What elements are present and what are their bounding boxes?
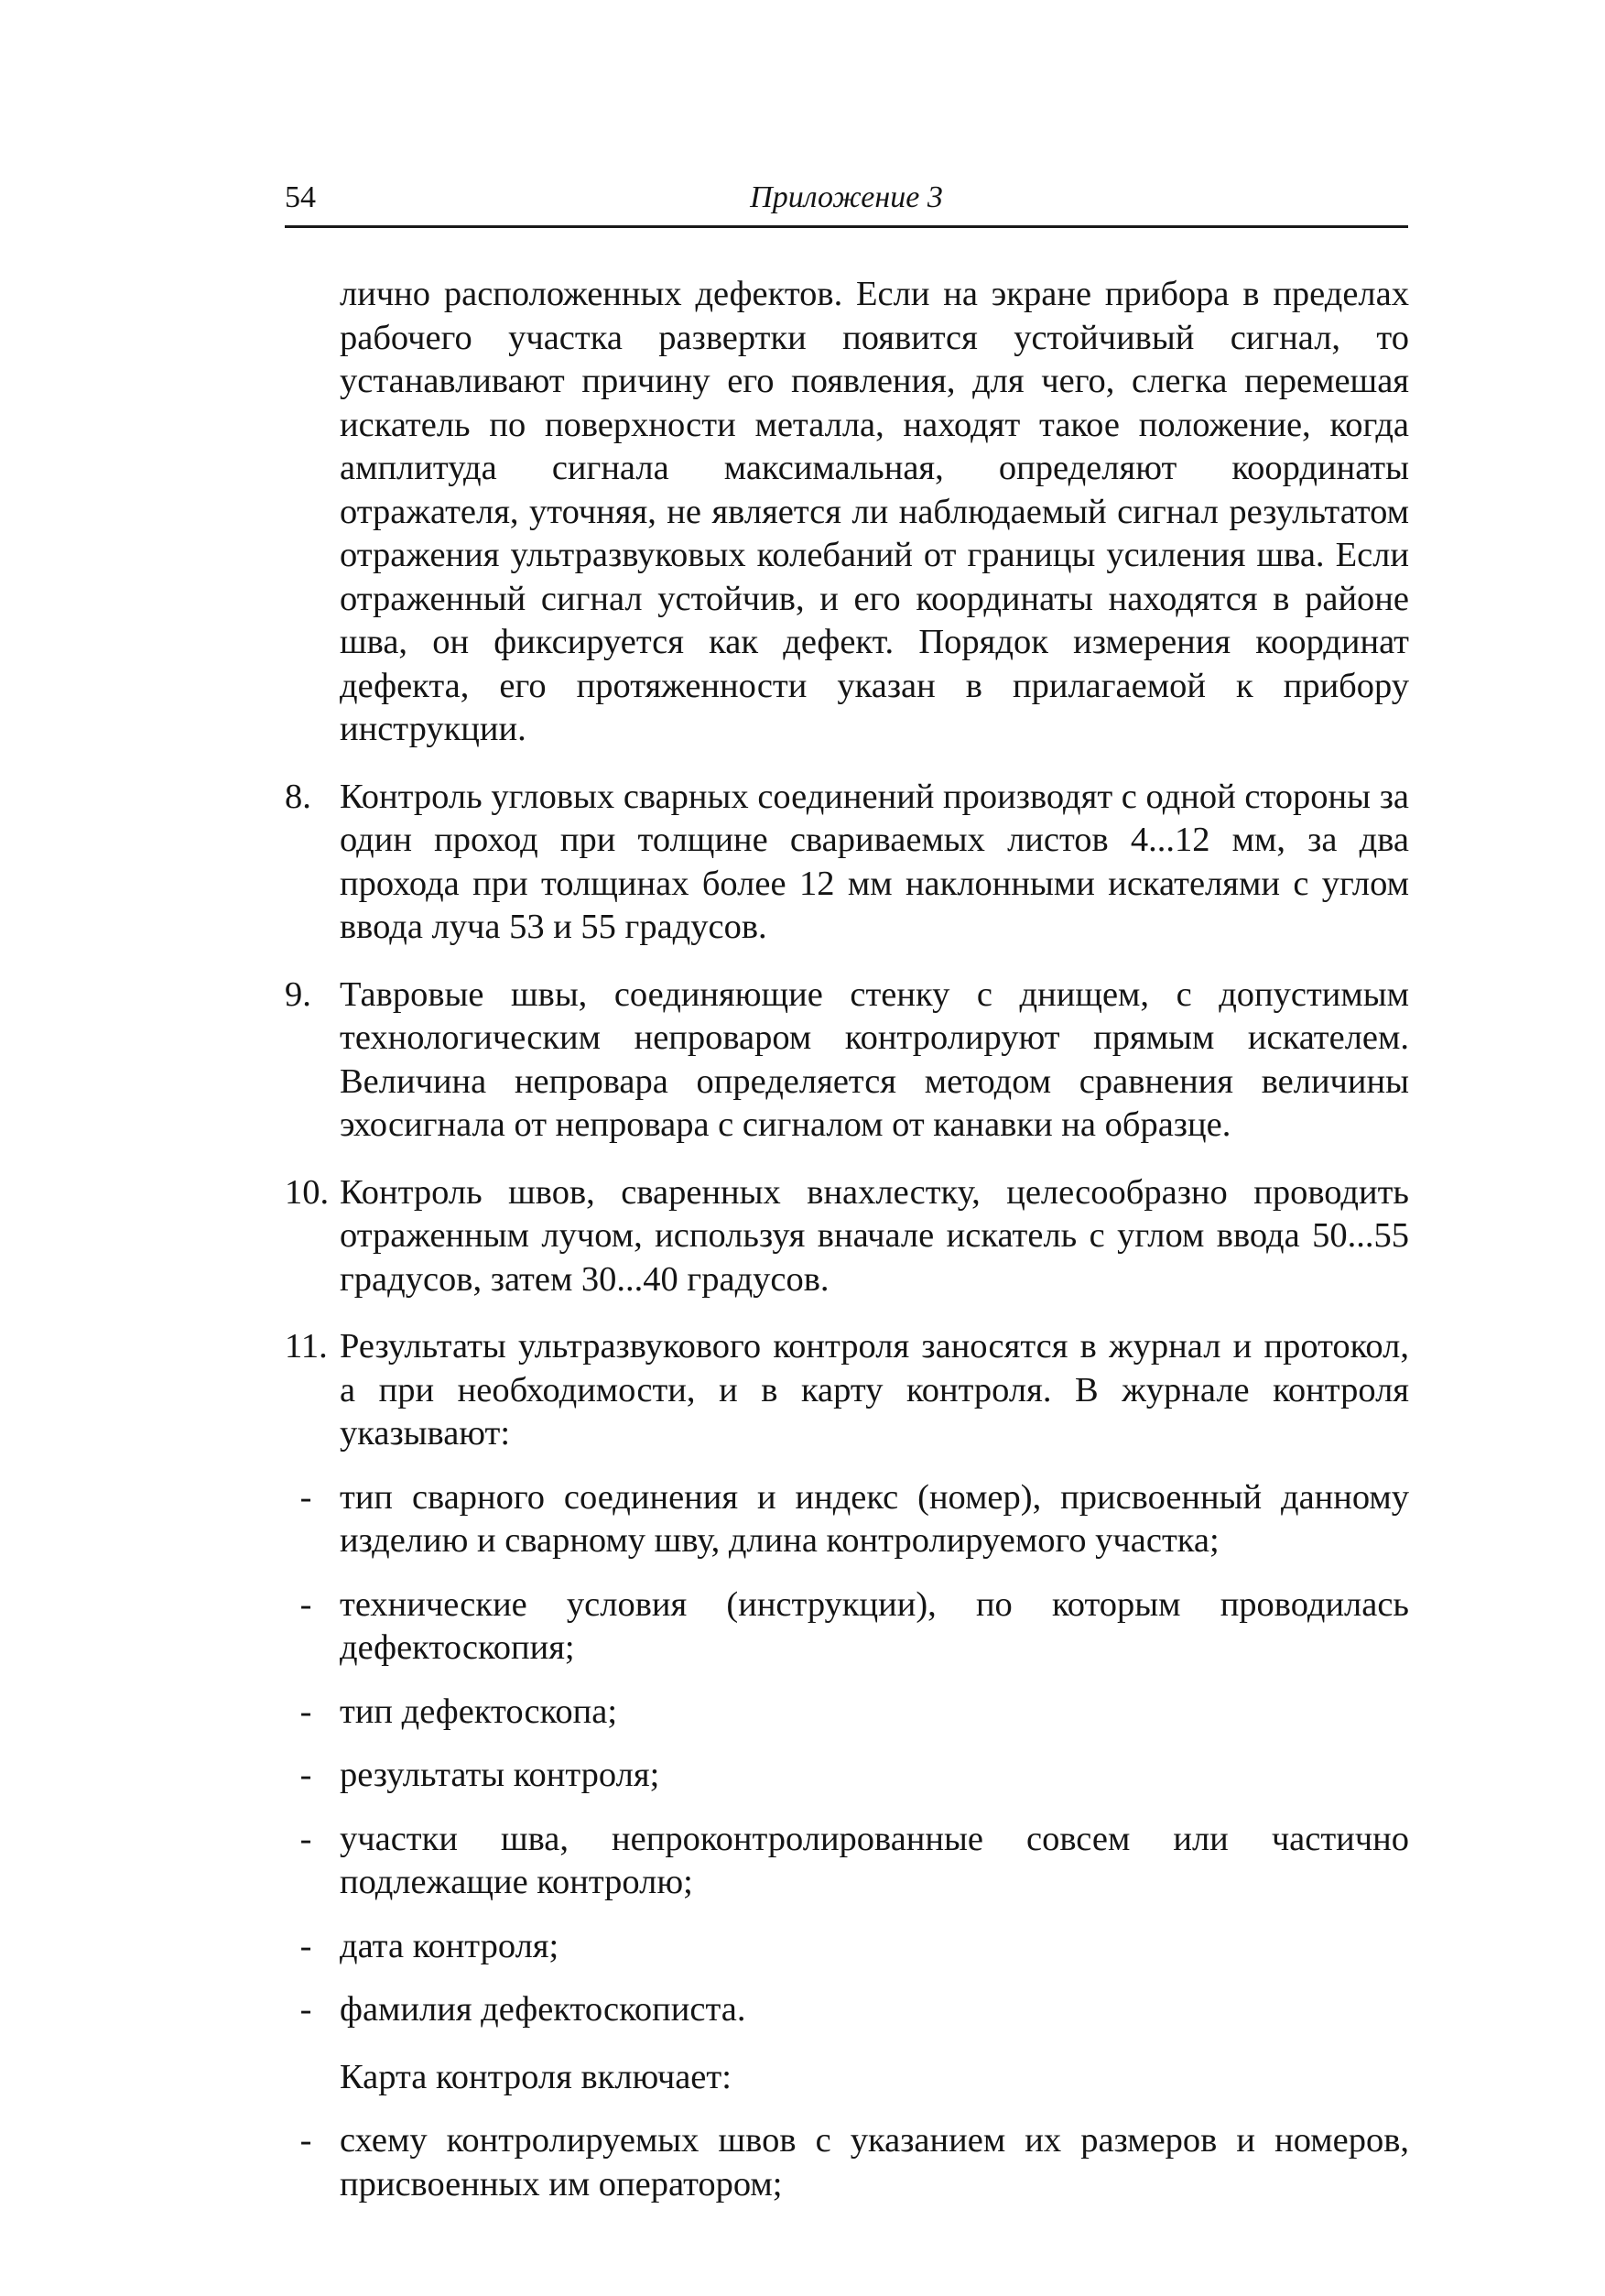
page-number: 54 [285,180,316,214]
list-dash: - [299,1926,312,1965]
list-item-text: участки шва, непроконтролированные совсем или частично подлежащие контролю; [340,1819,1409,1901]
card-list-item [285,2119,1409,2206]
item-text: Результаты ультразвукового контроля заносятся в журнал и протокол, а при необходимости, и в карту контроля. В журнале контроля указывают: [340,1327,1409,1453]
list-dash: - [299,1692,312,1731]
journal-list-item [285,1476,1409,1563]
list-dash: - [299,1756,312,1794]
journal-list-item [285,1691,1409,1735]
list-item-text: технические условия (инструкции), по которым проводилась дефектоскопия; [340,1584,1409,1667]
list-item-text: схему контролируемых швов с указанием их размеров и номеров, присвоенных им оператором; [340,2121,1409,2204]
list-dash: - [299,1477,312,1517]
list-item-text: тип дефектоскопа; [340,1692,618,1731]
list-dash: - [299,1990,312,2029]
item-text: Тавровые швы, соединяющие стенку с днищем, с допустимым технологическим непроваром контролируют прямым искателем. Величина непровара определяется методом сравнения величины эхосигнала от непровара с сигналом от канавки на образце. [340,974,1409,1144]
journal-list-item [285,1583,1409,1670]
journal-list-item [285,1925,1409,1969]
numbered-item-11 [285,1325,1409,1456]
card-intro: Карта контроля включает: [340,2057,732,2096]
item-number: 11. [285,1327,328,1366]
item-number: 10. [285,1172,330,1212]
document-body [285,273,1409,2206]
list-item-text: результаты контроля; [340,1756,660,1794]
item-text: Контроль швов, сваренных внахлестку, целесообразно проводить отраженным лучом, используя вначале искатель с углом ввода 50...55 градусов, затем 30...40 градусов. [340,1172,1409,1299]
numbered-item-10 [285,1171,1409,1302]
numbered-item-9 [285,974,1409,1148]
list-item-text: дата контроля; [340,1926,559,1965]
page-header [285,180,1408,228]
journal-list-item [285,1754,1409,1798]
numbered-item-8 [285,776,1409,950]
journal-list-item [285,1988,1409,2032]
item-number: 9. [285,974,311,1014]
list-item-text: тип сварного соединения и индекс (номер), присвоенный данному изделию и сварному шву, длина контролируемого участка; [340,1477,1409,1560]
item-text: Контроль угловых сварных соединений производят с одной стороны за один проход при толщине свариваемых листов 4...12 мм, за два прохода при толщинах более 12 мм наклонными искателями с углом ввода луча 53 и 55 градусов. [340,777,1409,946]
list-item-text: фамилия дефектоскописта. [340,1990,746,2029]
journal-list-item [285,1818,1409,1905]
list-dash: - [299,1819,312,1858]
list-dash: - [299,1584,312,1624]
item-number: 8. [285,777,311,816]
running-title: Приложение 3 [750,180,943,214]
continuation-paragraph: лично расположенных дефектов. Если на экране прибора в пределах рабочего участка развертки появится устойчивый сигнал, то устанавливают причину его появления, для чего, слегка перемешая искатель по поверхности металла, находят такое положение, когда амплитуда сигнала максимальная, определяют координаты отражателя, уточняя, не является ли наблюдаемый сигнал результатом отражения ультразвуковых колебаний от границы усиления шва. Если отраженный сигнал устойчив, и его координаты находятся в районе шва, он фиксируется как дефект. Порядок измерения координат дефекта, его протяженности указан в прилагаемой к прибору инструкции. [340,275,1409,748]
list-dash: - [299,2121,312,2160]
